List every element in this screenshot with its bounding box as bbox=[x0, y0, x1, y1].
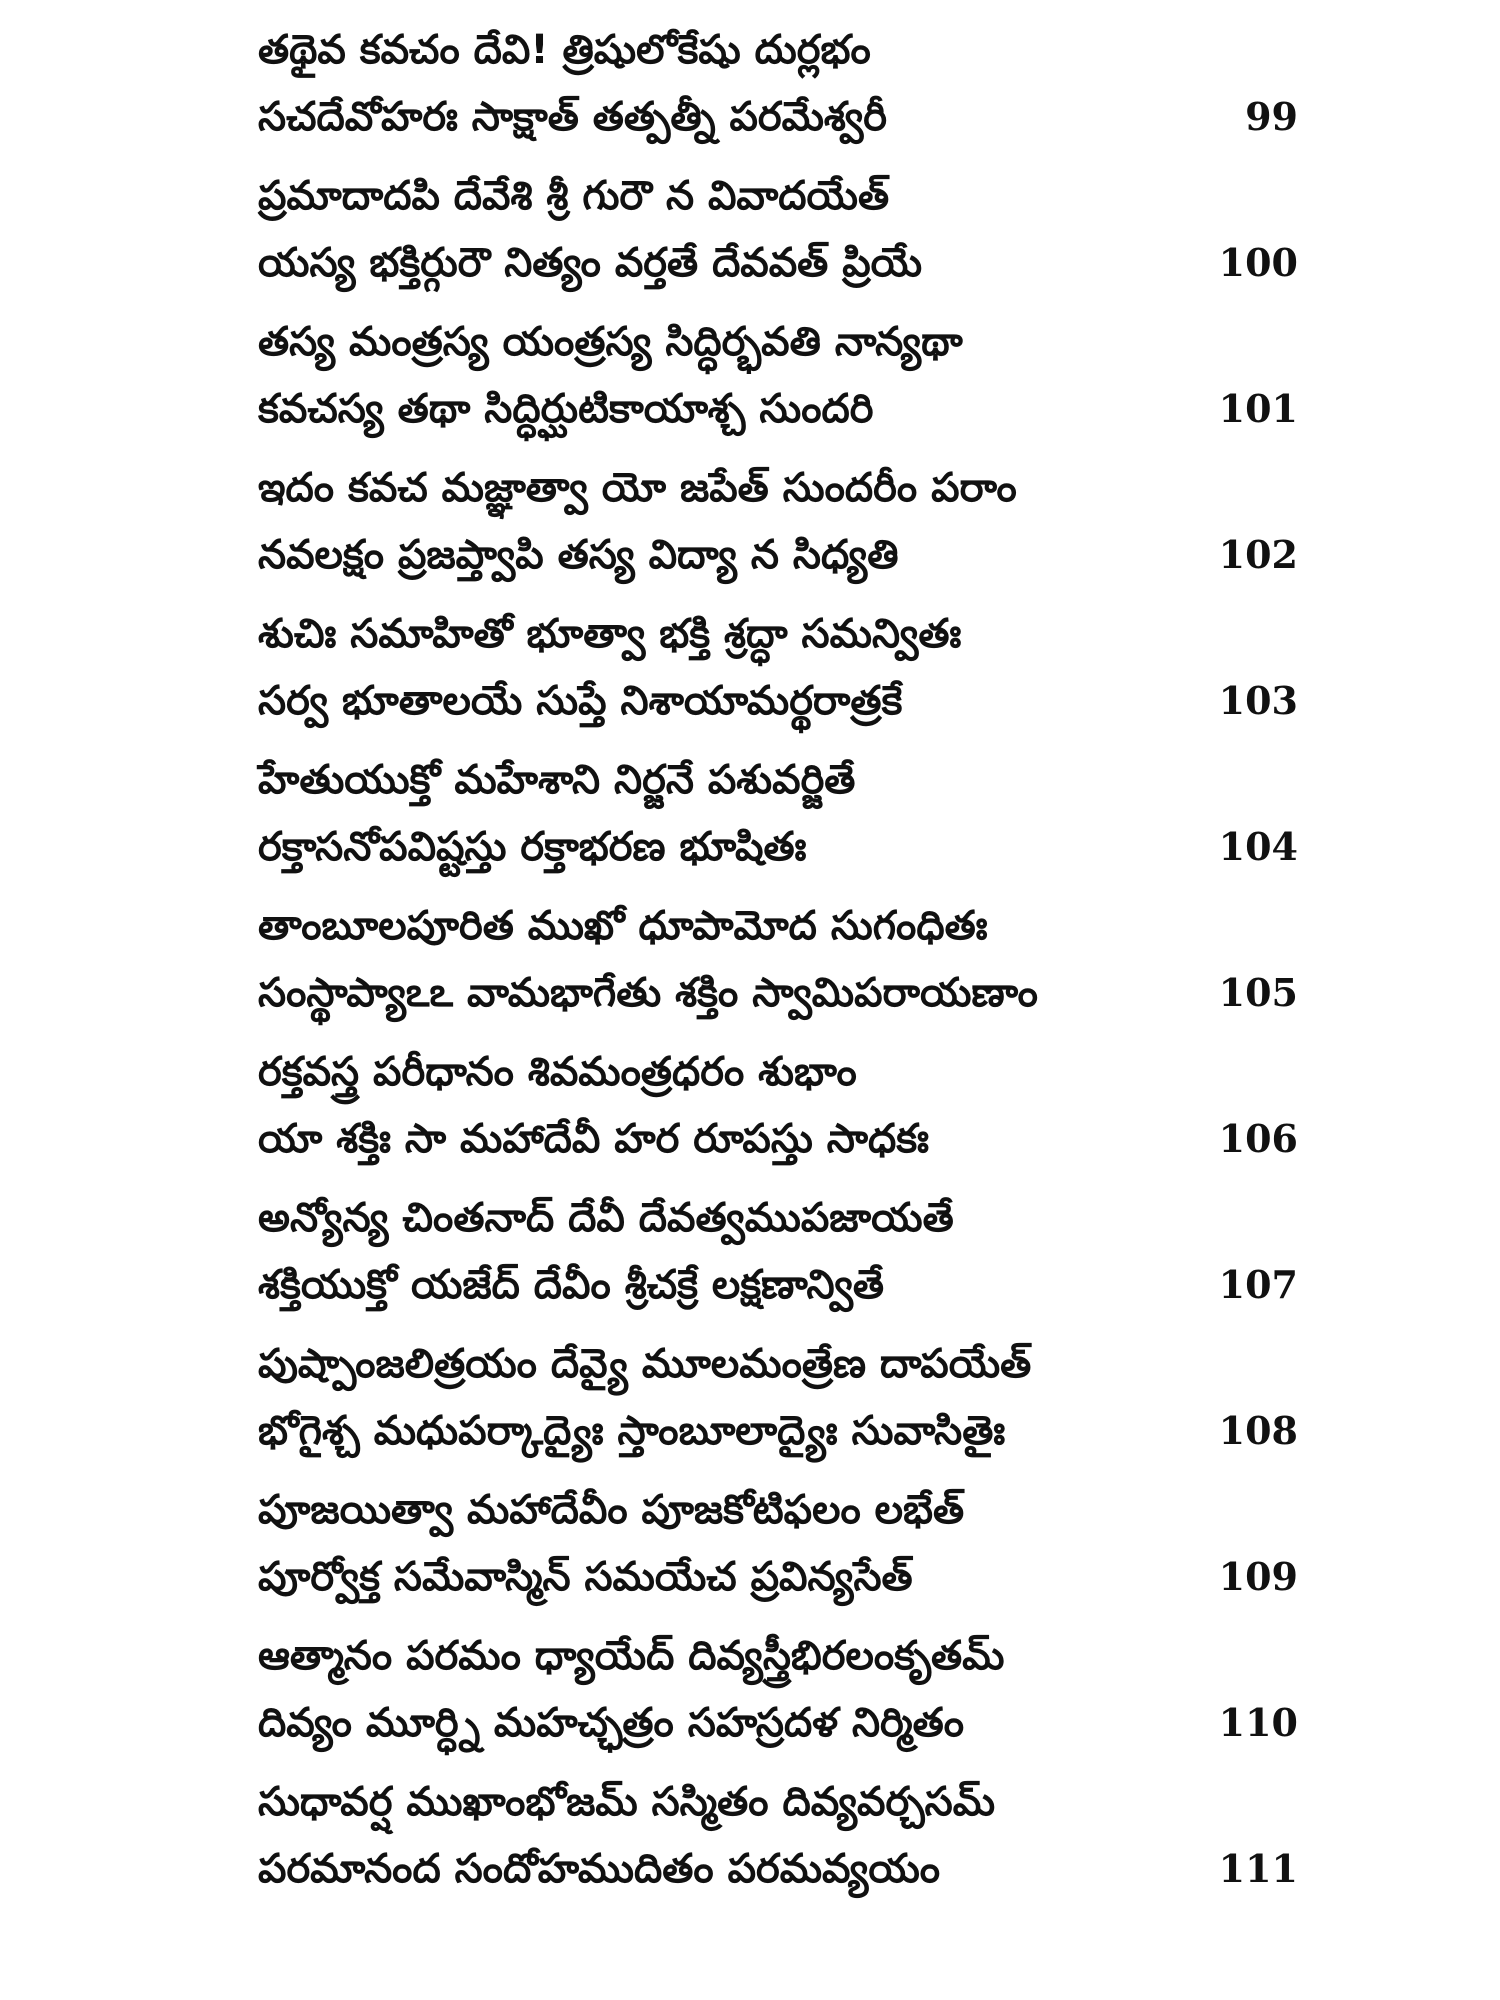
verse-line-1: శుచిః సమాహితో భూత్వా భక్తి శ్రద్ధా సమన్వితః bbox=[258, 611, 962, 657]
verse-number: 109 bbox=[1218, 1554, 1298, 1599]
verse-number: 105 bbox=[1218, 970, 1298, 1015]
verse-list bbox=[258, 22, 1298, 1920]
verse-number: 104 bbox=[1218, 824, 1298, 869]
verse-line-2: పూర్వోక్త సమేవాస్మిన్ సమయేచ ప్రవిన్యసేత్ bbox=[258, 1554, 913, 1600]
verse-line-2: దివ్యం మూర్ధ్ని మహచ్ఛత్రం సహస్రదళ నిర్మితం bbox=[258, 1700, 965, 1746]
verse-number: 106 bbox=[1218, 1116, 1298, 1161]
verse-101 bbox=[258, 314, 1298, 460]
verse-106 bbox=[258, 1044, 1298, 1190]
verse-number: 99 bbox=[1245, 94, 1298, 139]
verse-line-1: ప్రమాదాదపి దేవేశి శ్రీ గురౌ న వివాదయేత్ bbox=[258, 173, 890, 219]
verse-line-2: సంస్థాప్యాఽఽ వామభాగేతు శక్తిం స్వామిపరాయణాం bbox=[258, 970, 1038, 1016]
verse-line-2: కవచస్య తథా సిద్ధిర్ఘుటికాయాశ్చ సుందరి bbox=[258, 386, 874, 432]
verse-number: 101 bbox=[1218, 386, 1298, 431]
verse-108 bbox=[258, 1336, 1298, 1482]
verse-line-1: రక్తవస్త్ర పరీధానం శివమంత్రధరం శుభాం bbox=[258, 1049, 857, 1095]
verse-line-2: సచదేవోహరః సాక్షాత్ తత్పత్నీ పరమేశ్వరీ bbox=[258, 94, 888, 140]
verse-line-1: తాంబూలపూరిత ముఖో ధూపామోద సుగంధితః bbox=[258, 903, 988, 949]
verse-number: 100 bbox=[1218, 240, 1298, 285]
verse-line-2: భోగైశ్చ మధుపర్కాద్యైః స్తాంబూలాద్యైః సువాసితైః bbox=[258, 1408, 1006, 1454]
verse-line-1: తస్య మంత్రస్య యంత్రస్య సిద్ధిర్భవతి నాన్యథా bbox=[258, 319, 963, 365]
verse-number: 111 bbox=[1218, 1846, 1298, 1891]
verse-line-2: నవలక్షం ప్రజప్త్వాపి తస్య విద్యా న సిధ్యతి bbox=[258, 532, 899, 578]
verse-109 bbox=[258, 1482, 1298, 1628]
verse-line-1: ఇదం కవచ మజ్ఞాత్వా యో జపేత్ సుందరీం పరాం bbox=[258, 465, 1017, 511]
verse-number: 108 bbox=[1218, 1408, 1298, 1453]
verse-line-2: పరమానంద సందోహముదితం పరమవ్యయం bbox=[258, 1846, 941, 1892]
verse-line-2: యస్య భక్తిర్గురౌ నిత్యం వర్తతే దేవవత్ ప్రియే bbox=[258, 240, 923, 286]
verse-110 bbox=[258, 1628, 1298, 1774]
verse-line-2: సర్వ భూతాలయే సుప్తే నిశాయామర్థరాత్రకే bbox=[258, 678, 903, 724]
verse-line-1: తథైవ కవచం దేవి! త్రిషులోకేషు దుర్లభం bbox=[258, 27, 871, 73]
verse-line-2: శక్తియుక్తో యజేద్ దేవీం శ్రీచక్రే లక్షణాన్వితే bbox=[258, 1262, 885, 1308]
verse-102 bbox=[258, 460, 1298, 606]
verse-100 bbox=[258, 168, 1298, 314]
verse-line-1: పూజయిత్వా మహాదేవీం పూజకోటిఫలం లభేత్ bbox=[258, 1487, 965, 1533]
verse-number: 110 bbox=[1218, 1700, 1298, 1745]
verse-number: 103 bbox=[1218, 678, 1298, 723]
verse-104 bbox=[258, 752, 1298, 898]
verse-line-1: హేతుయుక్తో మహేశాని నిర్జనే పశువర్జితే bbox=[258, 757, 856, 803]
verse-103 bbox=[258, 606, 1298, 752]
verse-line-1: సుధావర్ష ముఖాంభోజమ్ సస్మితం దివ్యవర్చసమ్ bbox=[258, 1779, 996, 1825]
verse-line-2: యా శక్తిః సా మహాదేవీ హర రూపస్తు సాధకః bbox=[258, 1116, 929, 1162]
verse-line-1: పుష్పాంజలిత్రయం దేవ్యై మూలమంత్రేణ దాపయేత్ bbox=[258, 1341, 1032, 1387]
verse-111 bbox=[258, 1774, 1298, 1920]
verse-line-2: రక్తాసనోపవిష్టస్తు రక్తాభరణ భూషితః bbox=[258, 824, 807, 870]
verse-107 bbox=[258, 1190, 1298, 1336]
verse-number: 102 bbox=[1218, 532, 1298, 577]
verse-105 bbox=[258, 898, 1298, 1044]
verse-line-1: అన్యోన్య చింతనాద్ దేవీ దేవత్వముపజాయతే bbox=[258, 1195, 954, 1241]
verse-number: 107 bbox=[1218, 1262, 1298, 1307]
verse-line-1: ఆత్మానం పరమం ధ్యాయేద్ దివ్యస్త్రీభిరలంకృతమ్ bbox=[258, 1633, 1005, 1679]
verse-99 bbox=[258, 22, 1298, 168]
